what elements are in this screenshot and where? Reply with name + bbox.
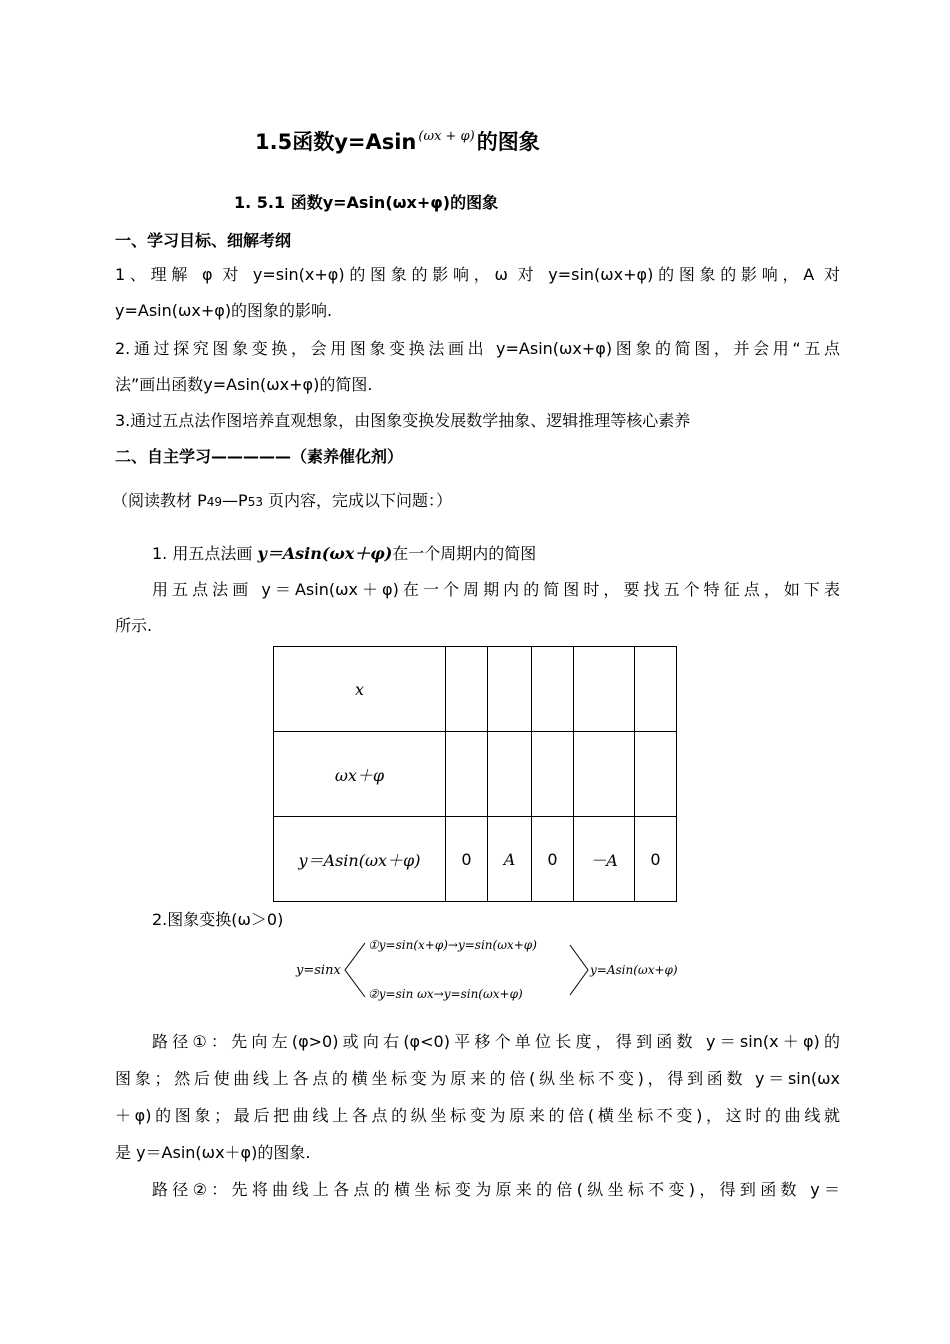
item1-paragraph-line-2: 所示. [115,616,153,635]
objective-line-5: 3.通过五点法作图培养直观想象，由图象变换发展数学抽象、逻辑推理等核心素养 [115,411,691,430]
route1-line-1: 路径①：先向左(φ>0)或向右(φ<0)平移个单位长度，得到函数 y＝sin(x＋φ)的 [152,1032,840,1051]
reading-instruction: （阅读教材 P49—P53 页内容，完成以下问题：） [112,491,453,510]
route2-line-1: 路径②：先将曲线上各点的横坐标变为原来的倍(纵坐标不变)，得到函数 y＝ [152,1180,840,1199]
table-row-label-x: x [274,647,446,732]
objective-line-2: y=Asin(ωx+φ)的图象的影响. [115,301,333,320]
route1-line-4: 是 y＝Asin(ωx＋φ)的图象. [115,1143,311,1162]
route1-line-3: ＋φ)的图象；最后把曲线上各点的纵坐标变为原来的倍(横坐标不变)，这时的曲线就 [115,1106,840,1125]
diagram-path2: ②y=sin ωx→y=sin(ωx+φ) [368,987,523,1001]
objective-line-4: 法”画出函数y=Asin(ωx+φ)的简图. [115,375,373,394]
table-cell [532,732,574,817]
table-cell [574,647,635,732]
transformation-diagram [290,935,710,1005]
table-cell: －A [574,817,635,902]
table-cell [574,732,635,817]
five-point-table [273,646,677,902]
table-cell [488,732,532,817]
diagram-end-label: y=Asin(ωx+φ) [590,963,678,977]
diagram-right-bracket [570,945,588,995]
section-subtitle: 1. 5.1 函数y=Asin(ωx+φ)的图象 [234,193,499,212]
title-suffix: 的图象 [476,130,540,154]
table-cell [635,732,677,817]
table-cell: A [488,817,532,902]
diagram-start-label: y=sinx [296,963,341,978]
page-title [255,126,540,156]
title-formula-superscript: (ωx + φ) [418,129,475,144]
table-cell: 0 [532,817,574,902]
item2-label: 2.图象变换(ω＞0) [152,910,284,929]
route1-line-2: 图象；然后使曲线上各点的横坐标变为原来的倍(纵坐标不变)，得到函数 y＝sin(ωx [115,1069,840,1088]
table-row [274,817,677,902]
objective-line-1: 1、理解 φ 对 y=sin(x+φ)的图象的影响，ω 对 y=sin(ωx+φ)的图象的影响，A 对 [115,265,840,284]
diagram-path1: ①y=sin(x+φ)→y=sin(ωx+φ) [368,938,537,952]
section1-heading: 一、学习目标、细解考纲 [115,231,292,250]
table-cell: 0 [635,817,677,902]
table-cell [635,647,677,732]
table-cell [488,647,532,732]
table-cell [446,647,488,732]
table-row-label-phase: ωx＋φ [274,732,446,817]
title-prefix: 1.5函数y=Asin [255,130,417,154]
table-cell: 0 [446,817,488,902]
table-cell [532,647,574,732]
table-cell [446,732,488,817]
objective-line-3: 2.通过探究图象变换，会用图象变换法画出 y=Asin(ωx+φ)图象的简图，并会用“五点 [115,339,840,358]
table-row [274,647,677,732]
table-row-label-y: y＝Asin(ωx＋φ) [274,817,446,902]
item1-paragraph-line-1: 用五点法画 y＝Asin(ωx＋φ)在一个周期内的简图时，要找五个特征点，如下表 [152,580,840,599]
section2-heading: 二、自主学习—————（素养催化剂） [115,447,404,466]
diagram-left-bracket [345,943,365,997]
item1-label: 1. 用五点法画 y＝Asin(ωx＋φ)在一个周期内的简图 [152,544,537,563]
table-row [274,732,677,817]
